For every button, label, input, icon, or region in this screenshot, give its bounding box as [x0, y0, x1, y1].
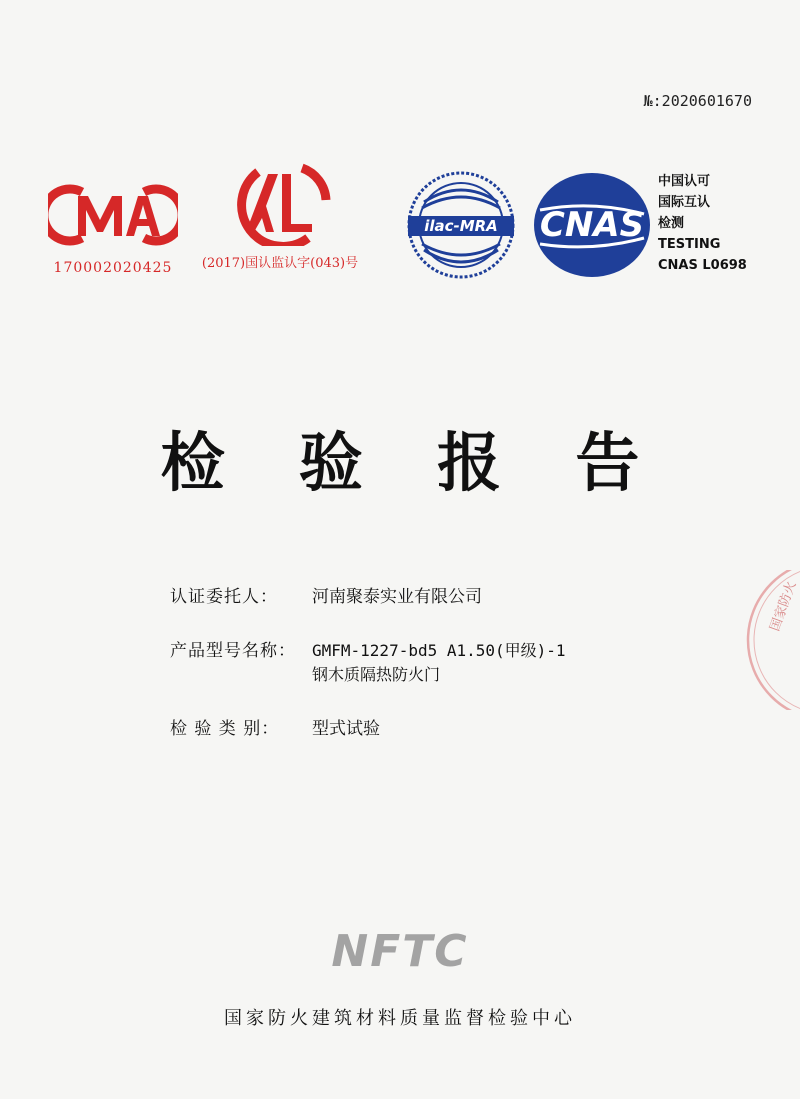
cnas-mark-icon	[532, 170, 652, 280]
nftc-label: NFTC	[331, 926, 469, 977]
cma-number: 170002020425	[53, 260, 173, 276]
cnas-line-5: CNAS L0698	[658, 258, 747, 273]
seal-stamp	[738, 570, 800, 710]
test-type-field	[170, 717, 730, 741]
seal-stamp-icon	[738, 570, 800, 710]
product-value: GMFM-1227-bd5 A1.50(甲级)-1 钢木质隔热防火门	[312, 641, 566, 684]
document-title: 检 验 报 告	[160, 426, 666, 501]
client-field	[170, 585, 730, 609]
cnas-line-2: 国际互认	[658, 195, 711, 210]
nftc-logo	[315, 922, 485, 978]
report-fields	[170, 585, 730, 771]
client-value: 河南聚泰实业有限公司	[312, 587, 482, 607]
test-type-label: 检 验 类 别：	[170, 719, 280, 739]
ilac-mra-icon	[402, 166, 520, 284]
cal-number: (2017)国认监认字(043)号	[201, 256, 359, 271]
cma-mark-icon	[48, 180, 178, 250]
cnas-label: CNAS	[539, 205, 645, 245]
product-field	[170, 639, 730, 687]
cnas-accreditation-text	[658, 171, 747, 276]
cal-logo	[200, 160, 360, 271]
cal-mark-icon	[222, 160, 338, 246]
cnas-line-4: TESTING	[658, 237, 721, 252]
client-label: 认证委托人：	[170, 587, 278, 607]
cnas-line-1: 中国认可	[658, 174, 711, 189]
product-label: 产品型号名称：	[170, 641, 296, 661]
cnas-logo	[532, 170, 652, 280]
nftc-mark-icon	[315, 922, 485, 978]
organization-name: 国家防火建筑材料质量监督检验中心	[224, 1008, 576, 1029]
report-number: №:2020601670	[643, 92, 752, 110]
ilac-label: ilac-MRA	[424, 217, 498, 235]
cnas-line-3: 检测	[658, 216, 685, 231]
cma-logo	[48, 180, 178, 276]
test-type-value: 型式试验	[312, 719, 380, 739]
ilac-mra-logo	[402, 166, 520, 284]
stamp-text: 国家防火	[767, 579, 800, 634]
